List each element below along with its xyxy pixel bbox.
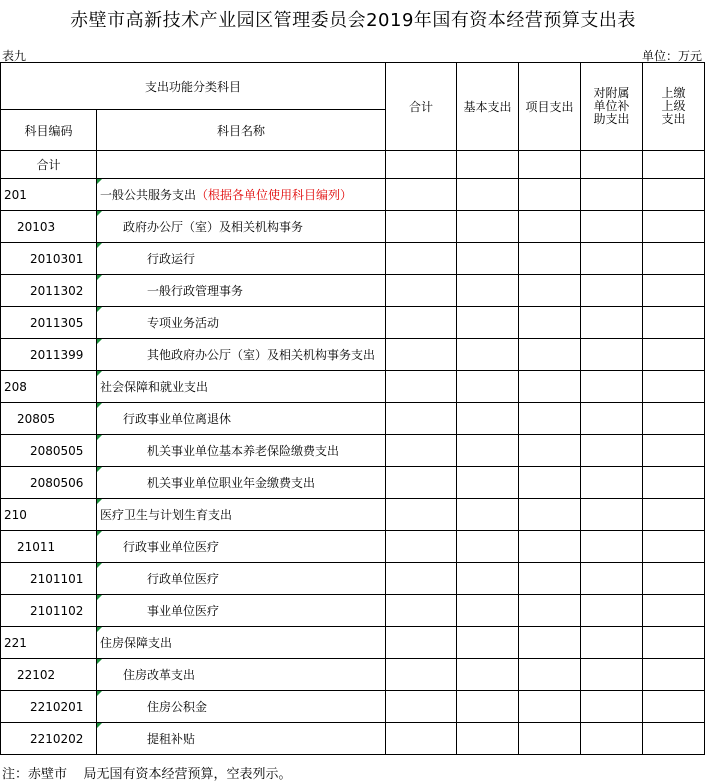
amount-cell — [581, 275, 643, 307]
amount-cell — [643, 275, 705, 307]
amount-cell — [519, 467, 581, 499]
table-row — [1, 243, 705, 275]
row-name-cell — [97, 403, 386, 435]
amount-cell — [457, 435, 519, 467]
amount-cell — [519, 627, 581, 659]
amount-cell — [457, 339, 519, 371]
row-name-cell — [97, 531, 386, 563]
amount-cell — [386, 659, 457, 691]
cell-flag-icon — [97, 499, 102, 504]
row-note: （根据各单位使用科目编列） — [196, 188, 353, 202]
cell — [581, 151, 643, 179]
table-row — [1, 275, 705, 307]
amount-cell — [643, 627, 705, 659]
row-name: 住房公积金 — [147, 700, 208, 714]
cell-flag-icon — [97, 691, 102, 696]
amount-cell — [457, 211, 519, 243]
row-name-cell — [97, 563, 386, 595]
amount-cell — [457, 659, 519, 691]
amount-cell — [581, 307, 643, 339]
amount-cell — [386, 467, 457, 499]
amount-cell — [643, 723, 705, 755]
cell-flag-icon — [97, 723, 102, 728]
row-name-cell — [97, 339, 386, 371]
row-code: 221 — [1, 627, 97, 659]
amount-cell — [581, 339, 643, 371]
table-row — [1, 563, 705, 595]
row-name-cell — [97, 371, 386, 403]
cell-flag-icon — [97, 659, 102, 664]
amount-cell — [581, 467, 643, 499]
code-header: 科目编码 — [1, 110, 97, 151]
upper-header: 上缴上级支出 — [643, 63, 705, 151]
amount-cell — [643, 211, 705, 243]
amount-cell — [643, 531, 705, 563]
amount-cell — [386, 371, 457, 403]
amount-cell — [581, 179, 643, 211]
row-name: 行政事业单位离退休 — [123, 412, 232, 426]
row-name-cell — [97, 275, 386, 307]
amount-cell — [457, 627, 519, 659]
amount-cell — [643, 307, 705, 339]
row-code: 2080506 — [1, 467, 97, 499]
table-row — [1, 531, 705, 563]
amount-cell — [643, 243, 705, 275]
row-name-cell — [97, 723, 386, 755]
amount-cell — [386, 179, 457, 211]
row-code: 2210202 — [1, 723, 97, 755]
row-code: 2011399 — [1, 339, 97, 371]
amount-cell — [519, 723, 581, 755]
row-name-cell — [97, 179, 386, 211]
basic-header: 基本支出 — [457, 63, 519, 151]
amount-cell — [643, 659, 705, 691]
amount-cell — [519, 211, 581, 243]
amount-cell — [519, 595, 581, 627]
amount-cell — [386, 723, 457, 755]
table-row — [1, 499, 705, 531]
amount-cell — [457, 467, 519, 499]
row-code: 21011 — [1, 531, 97, 563]
amount-cell — [519, 403, 581, 435]
cell — [519, 151, 581, 179]
row-name: 机关事业单位基本养老保险缴费支出 — [147, 444, 340, 458]
amount-cell — [581, 499, 643, 531]
cell-flag-icon — [97, 307, 102, 312]
row-name-cell — [97, 659, 386, 691]
sub-header — [0, 44, 706, 62]
row-code: 208 — [1, 371, 97, 403]
amount-cell — [386, 339, 457, 371]
row-code: 2011302 — [1, 275, 97, 307]
total-header: 合计 — [386, 63, 457, 151]
amount-cell — [581, 531, 643, 563]
amount-cell — [581, 243, 643, 275]
row-code: 201 — [1, 179, 97, 211]
amount-cell — [457, 531, 519, 563]
row-name: 机关事业单位职业年金缴费支出 — [147, 476, 316, 490]
amount-cell — [386, 499, 457, 531]
table-row — [1, 403, 705, 435]
budget-table — [0, 62, 705, 755]
amount-cell — [386, 243, 457, 275]
row-name: 医疗卫生与计划生育支出 — [100, 508, 233, 522]
amount-cell — [643, 467, 705, 499]
row-name: 提租补贴 — [147, 732, 196, 746]
amount-cell — [457, 371, 519, 403]
amount-cell — [519, 435, 581, 467]
amount-cell — [519, 339, 581, 371]
row-name: 专项业务活动 — [147, 316, 220, 330]
row-name-cell — [97, 691, 386, 723]
row-name: 政府办公厅（室）及相关机构事务 — [123, 220, 304, 234]
row-name: 事业单位医疗 — [147, 604, 220, 618]
amount-cell — [643, 499, 705, 531]
cell — [643, 151, 705, 179]
amount-cell — [457, 307, 519, 339]
row-name: 其他政府办公厅（室）及相关机构事务支出 — [147, 348, 376, 362]
amount-cell — [581, 403, 643, 435]
row-name-cell — [97, 243, 386, 275]
amount-cell — [581, 435, 643, 467]
amount-cell — [386, 403, 457, 435]
subsidy-header: 对附属单位补助支出 — [581, 63, 643, 151]
amount-cell — [457, 563, 519, 595]
amount-cell — [386, 435, 457, 467]
amount-cell — [386, 531, 457, 563]
cell — [386, 151, 457, 179]
cell-flag-icon — [97, 531, 102, 536]
amount-cell — [581, 691, 643, 723]
table-row — [1, 723, 705, 755]
amount-cell — [643, 691, 705, 723]
cell-flag-icon — [97, 211, 102, 216]
row-name-cell — [97, 467, 386, 499]
amount-cell — [519, 371, 581, 403]
amount-cell — [519, 563, 581, 595]
amount-cell — [519, 499, 581, 531]
amount-cell — [581, 627, 643, 659]
amount-cell — [457, 499, 519, 531]
amount-cell — [519, 275, 581, 307]
table-row — [1, 307, 705, 339]
amount-cell — [643, 563, 705, 595]
cell-flag-icon — [97, 627, 102, 632]
amount-cell — [519, 659, 581, 691]
row-code: 22102 — [1, 659, 97, 691]
table-row — [1, 435, 705, 467]
amount-cell — [519, 691, 581, 723]
amount-cell — [386, 595, 457, 627]
amount-cell — [457, 179, 519, 211]
row-code: 2210201 — [1, 691, 97, 723]
cell — [457, 151, 519, 179]
cell-flag-icon — [97, 435, 102, 440]
row-name: 住房保障支出 — [100, 636, 173, 650]
amount-cell — [457, 723, 519, 755]
amount-cell — [581, 563, 643, 595]
row-name-cell — [97, 595, 386, 627]
table-row — [1, 595, 705, 627]
row-code: 2011305 — [1, 307, 97, 339]
row-name: 行政事业单位医疗 — [123, 540, 220, 554]
amount-cell — [519, 531, 581, 563]
amount-cell — [581, 595, 643, 627]
amount-cell — [581, 723, 643, 755]
row-code: 2101102 — [1, 595, 97, 627]
cell-flag-icon — [97, 179, 102, 184]
amount-cell — [457, 243, 519, 275]
cell-flag-icon — [97, 371, 102, 376]
amount-cell — [457, 595, 519, 627]
page-title: 赤壁市高新技术产业园区管理委员会2019年国有资本经营预算支出表 — [70, 10, 636, 31]
row-name: 社会保障和就业支出 — [100, 380, 209, 394]
table-row — [1, 371, 705, 403]
amount-cell — [519, 179, 581, 211]
table-row — [1, 211, 705, 243]
cell-flag-icon — [97, 595, 102, 600]
amount-cell — [581, 659, 643, 691]
row-code: 2080505 — [1, 435, 97, 467]
cell — [97, 151, 386, 179]
row-code: 20103 — [1, 211, 97, 243]
amount-cell — [643, 339, 705, 371]
table-row — [1, 691, 705, 723]
total-row-label: 合计 — [1, 151, 97, 179]
row-name-cell — [97, 499, 386, 531]
cell-flag-icon — [97, 563, 102, 568]
amount-cell — [386, 627, 457, 659]
amount-cell — [581, 211, 643, 243]
amount-cell — [643, 371, 705, 403]
project-header: 项目支出 — [519, 63, 581, 151]
amount-cell — [643, 179, 705, 211]
name-header: 科目名称 — [97, 110, 386, 151]
cell-flag-icon — [97, 243, 102, 248]
table-row — [1, 339, 705, 371]
table-row — [1, 179, 705, 211]
func-class-header: 支出功能分类科目 — [1, 63, 386, 110]
amount-cell — [457, 691, 519, 723]
amount-cell — [643, 595, 705, 627]
table-number: 表九 — [2, 49, 27, 63]
row-code: 210 — [1, 499, 97, 531]
amount-cell — [457, 403, 519, 435]
amount-cell — [519, 243, 581, 275]
row-name-cell — [97, 307, 386, 339]
row-code: 20805 — [1, 403, 97, 435]
row-name-cell — [97, 627, 386, 659]
amount-cell — [386, 563, 457, 595]
cell-flag-icon — [97, 339, 102, 344]
amount-cell — [386, 691, 457, 723]
amount-cell — [643, 403, 705, 435]
table-row — [1, 467, 705, 499]
amount-cell — [519, 307, 581, 339]
row-code: 2010301 — [1, 243, 97, 275]
row-code: 2101101 — [1, 563, 97, 595]
total-row — [1, 151, 705, 179]
row-name-cell — [97, 435, 386, 467]
table-row — [1, 659, 705, 691]
row-name: 行政运行 — [147, 252, 196, 266]
amount-cell — [386, 211, 457, 243]
cell-flag-icon — [97, 403, 102, 408]
amount-cell — [386, 275, 457, 307]
amount-cell — [581, 371, 643, 403]
amount-cell — [643, 435, 705, 467]
table-row — [1, 627, 705, 659]
row-name: 一般公共服务支出 — [100, 188, 197, 202]
header-row-1 — [1, 63, 705, 110]
footer-note: 注：赤壁市 局无国有资本经营预算，空表列示。 — [2, 767, 292, 782]
amount-cell — [457, 275, 519, 307]
row-name: 住房改革支出 — [123, 668, 196, 682]
unit-label: 单位：万元 — [641, 49, 702, 63]
row-name: 行政单位医疗 — [147, 572, 220, 586]
amount-cell — [386, 307, 457, 339]
cell-flag-icon — [97, 467, 102, 472]
row-name-cell — [97, 211, 386, 243]
table-body — [1, 63, 705, 755]
row-name: 一般行政管理事务 — [147, 284, 244, 298]
cell-flag-icon — [97, 275, 102, 280]
